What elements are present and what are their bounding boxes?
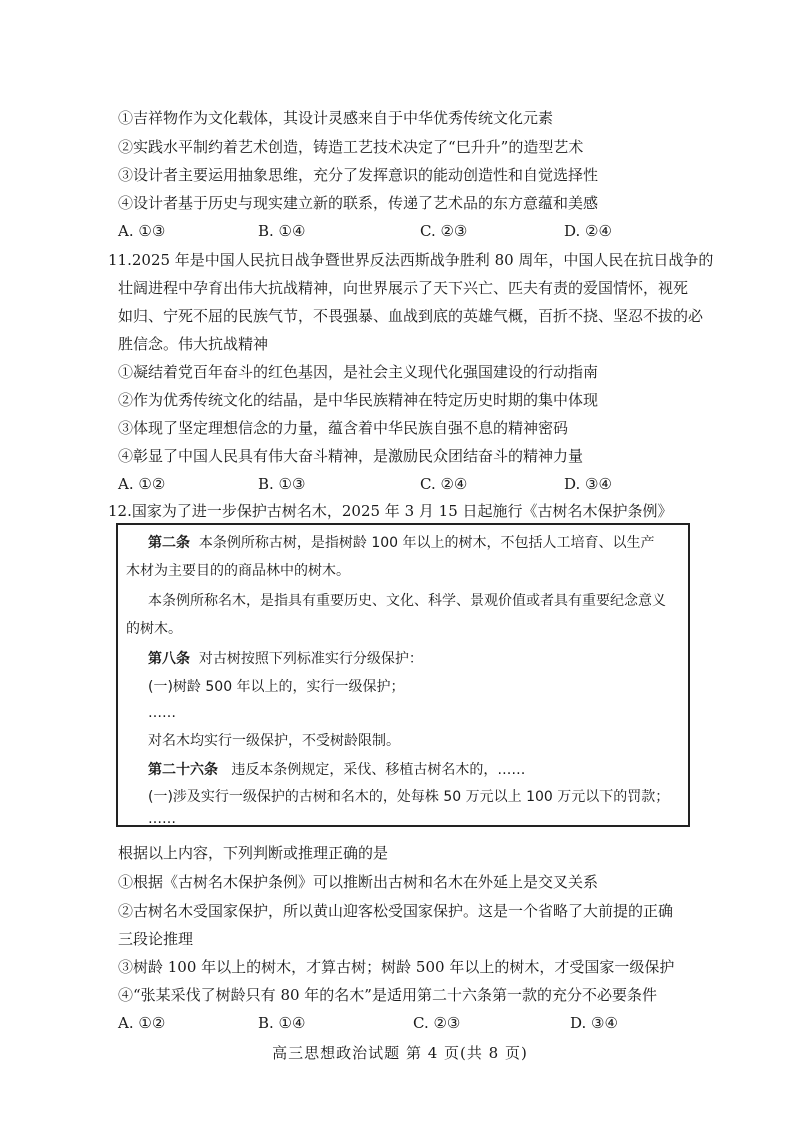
q11-option-c: C. ②④ bbox=[420, 475, 468, 493]
article-2-para-2b: 的树木。 bbox=[126, 621, 182, 637]
q10-options bbox=[118, 221, 718, 241]
article-2-label: 第二条 bbox=[148, 535, 190, 551]
q12-options bbox=[118, 1013, 718, 1033]
article-26-item-1: (一)涉及实行一级保护的古树和名木的，处每株 50 万元以上 100 万元以下的罚款； bbox=[148, 789, 670, 805]
q12-stem: 12.国家为了进一步保护古树名木，2025 年 3 月 15 日起施行《古树名木保护条例》 bbox=[108, 502, 673, 520]
article-26-text: 违反本条例规定，采伐、移植古树名木的，…… bbox=[231, 762, 526, 778]
article-8-label: 第八条 bbox=[148, 651, 190, 667]
article-8-line bbox=[148, 649, 423, 669]
q12-statement-2b: 三段论推理 bbox=[118, 930, 194, 948]
ellipsis-2: …… bbox=[148, 811, 176, 827]
q11-options bbox=[118, 474, 718, 494]
q12-ask: 根据以上内容，下列判断或推理正确的是 bbox=[118, 844, 389, 862]
q12-statement-3: ③树龄 100 年以上的树木，才算古树；树龄 500 年以上的树木，才受国家一级保护 bbox=[118, 958, 675, 976]
q11-statement-4: ④彰显了中国人民具有伟大奋斗精神，是激励民众团结奋斗的精神力量 bbox=[118, 447, 584, 465]
q10-option-c: C. ②③ bbox=[420, 222, 468, 240]
q10-option-a: A. ①③ bbox=[118, 222, 166, 240]
q11-statement-3: ③体现了坚定理想信念的力量，蕴含着中华民族自强不息的精神密码 bbox=[118, 419, 569, 437]
article-2-para-2: 本条例所称名木，是指具有重要历史、文化、科学、景观价值或者具有重要纪念意义 bbox=[148, 593, 666, 609]
article-2-line-2: 木材为主要目的的商品林中的树木。 bbox=[126, 563, 350, 579]
page-footer: 高三思想政治试题 第 4 页(共 8 页) bbox=[272, 1044, 528, 1062]
q10-statement-2: ②实践水平制约着艺术创造，铸造工艺技术决定了“巳升升”的造型艺术 bbox=[118, 138, 584, 156]
q12-option-b: B. ①④ bbox=[258, 1014, 306, 1032]
q12-statement-2a: ②古树名木受国家保护，所以黄山迎客松受国家保护。这是一个省略了大前提的正确 bbox=[118, 902, 674, 920]
q11-statement-1: ①凝结着党百年奋斗的红色基因，是社会主义现代化强国建设的行动指南 bbox=[118, 363, 599, 381]
q10-statement-4: ④设计者基于历史与现实建立新的联系，传递了艺术品的东方意蕴和美感 bbox=[118, 194, 599, 212]
q12-option-d: D. ③④ bbox=[570, 1014, 618, 1032]
regulation-excerpt-box bbox=[116, 523, 690, 827]
article-26-label: 第二十六条 bbox=[148, 762, 218, 778]
q10-statement-3: ③设计者主要运用抽象思维，充分了发挥意识的能动创造性和自觉选择性 bbox=[118, 166, 599, 184]
q12-statement-4: ④“张某采伐了树龄只有 80 年的名木”是适用第二十六条第一款的充分不必要条件 bbox=[118, 986, 657, 1004]
q10-statement-1: ①吉祥物作为文化载体，其设计灵感来自于中华优秀传统文化元素 bbox=[118, 109, 554, 127]
q11-stem-line-3: 如归、宁死不屈的民族气节，不畏强暴、血战到底的英雄气概，百折不挠、坚忍不拔的必 bbox=[118, 307, 704, 325]
article-26-line bbox=[148, 760, 525, 780]
article-8-mingmu: 对名木均实行一级保护，不受树龄限制。 bbox=[148, 733, 400, 749]
q11-stem-line-4: 胜信念。伟大抗战精神 bbox=[118, 335, 269, 353]
article-8-text: 对古树按照下列标准实行分级保护： bbox=[198, 651, 423, 667]
article-2-line-1 bbox=[148, 533, 655, 553]
article-2-text: 本条例所称古树，是指树龄 100 年以上的树木，不包括人工培育、以生产 bbox=[198, 535, 655, 551]
q11-stem-line-1: 11.2025 年是中国人民抗日战争暨世界反法西斯战争胜利 80 周年，中国人民在抗日战争的 bbox=[108, 251, 714, 269]
q11-statement-2: ②作为优秀传统文化的结晶，是中华民族精神在特定历史时期的集中体现 bbox=[118, 391, 599, 409]
q12-option-c: C. ②③ bbox=[413, 1014, 461, 1032]
q10-option-b: B. ①④ bbox=[258, 222, 306, 240]
q11-option-d: D. ③④ bbox=[564, 475, 612, 493]
ellipsis-1: …… bbox=[148, 705, 176, 721]
q12-option-a: A. ①② bbox=[118, 1014, 166, 1032]
q12-statement-1: ①根据《古树名木保护条例》可以推断出古树和名木在外延上是交叉关系 bbox=[118, 873, 599, 891]
q11-stem-line-2: 壮阔进程中孕育出伟大抗战精神，向世界展示了天下兴亡、匹夫有责的爱国情怀，视死 bbox=[118, 279, 689, 297]
q10-option-d: D. ②④ bbox=[564, 222, 612, 240]
article-8-item-1: (一)树龄 500 年以上的，实行一级保护； bbox=[148, 679, 405, 695]
q11-option-b: B. ①③ bbox=[258, 475, 306, 493]
q11-option-a: A. ①② bbox=[118, 475, 166, 493]
